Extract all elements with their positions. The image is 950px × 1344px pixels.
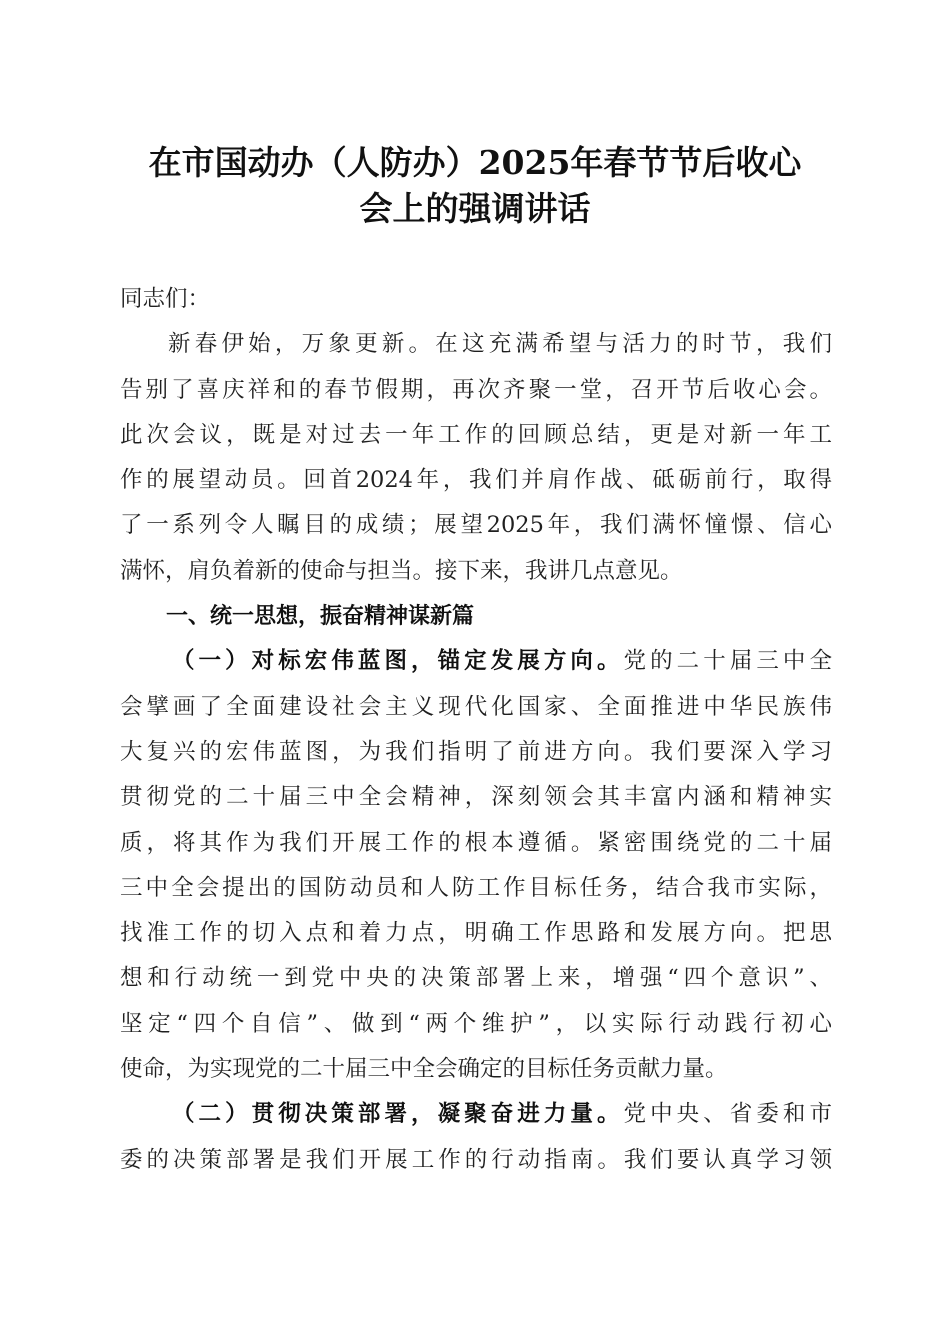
subsection-2-first-line bbox=[120, 1092, 832, 1137]
subsection-1-heading: （一）对标宏伟蓝图，锚定发展方向。 bbox=[172, 648, 624, 675]
paragraph-line: 坚定“四个自信”、做到“两个维护”，以实际行动践行初心 bbox=[120, 1010, 832, 1037]
paragraph-line: 想和行动统一到党中央的决策部署上来，增强“四个意识”、 bbox=[120, 965, 832, 992]
intro-line: 作的展望动员。回首2024年，我们并肩作战、砥砺前行，取得 bbox=[120, 467, 832, 494]
title-line-1: 在市国动办（人防办）2025年春节节后收心 bbox=[148, 143, 802, 182]
intro-line: 告别了喜庆祥和的春节假期，再次齐聚一堂，召开节后收心会。 bbox=[120, 376, 832, 403]
subsection-1-text: 党的二十届三中全 bbox=[623, 648, 832, 675]
title-line-2: 会上的强调讲话 bbox=[359, 189, 591, 228]
paragraph-line: 找准工作的切入点和着力点，明确工作思路和发展方向。把思 bbox=[120, 920, 832, 947]
intro-line: 满怀，肩负着新的使命与担当。接下来，我讲几点意见。 bbox=[120, 557, 683, 584]
paragraph-line: 贯彻党的二十届三中全会精神，深刻领会其丰富内涵和精神实 bbox=[120, 784, 832, 811]
paragraph-line: 质，将其作为我们开展工作的根本遵循。紧密围绕党的二十届 bbox=[120, 829, 832, 856]
paragraph-line: 委的决策部署是我们开展工作的行动指南。我们要认真学习领 bbox=[120, 1146, 832, 1173]
document-title bbox=[100, 140, 850, 232]
paragraph-line: 会擘画了全面建设社会主义现代化国家、全面推进中华民族伟 bbox=[120, 693, 832, 720]
intro-line: 此次会议，既是对过去一年工作的回顾总结，更是对新一年工 bbox=[120, 421, 832, 448]
paragraph-line: 大复兴的宏伟蓝图，为我们指明了前进方向。我们要深入学习 bbox=[120, 738, 832, 765]
intro-line: 新春伊始，万象更新。在这充满希望与活力的时节，我们 bbox=[168, 331, 832, 358]
paragraph-line: 使命，为实现党的二十届三中全会确定的目标任务贡献力量。 bbox=[120, 1056, 728, 1083]
subsection-1-first-line bbox=[120, 639, 832, 684]
subsection-2-text: 党中央、省委和市 bbox=[623, 1101, 832, 1128]
section-heading: 一、统一思想，振奋精神谋新篇 bbox=[166, 604, 475, 630]
salutation: 同志们： bbox=[120, 286, 211, 312]
subsection-2-heading: （二）贯彻决策部署，凝聚奋进力量。 bbox=[172, 1101, 624, 1128]
document-body bbox=[120, 277, 832, 1183]
intro-line: 了一系列令人瞩目的成绩；展望2025年，我们满怀憧憬、信心 bbox=[120, 512, 832, 539]
paragraph-line: 三中全会提出的国防动员和人防工作目标任务，结合我市实际， bbox=[120, 874, 832, 901]
